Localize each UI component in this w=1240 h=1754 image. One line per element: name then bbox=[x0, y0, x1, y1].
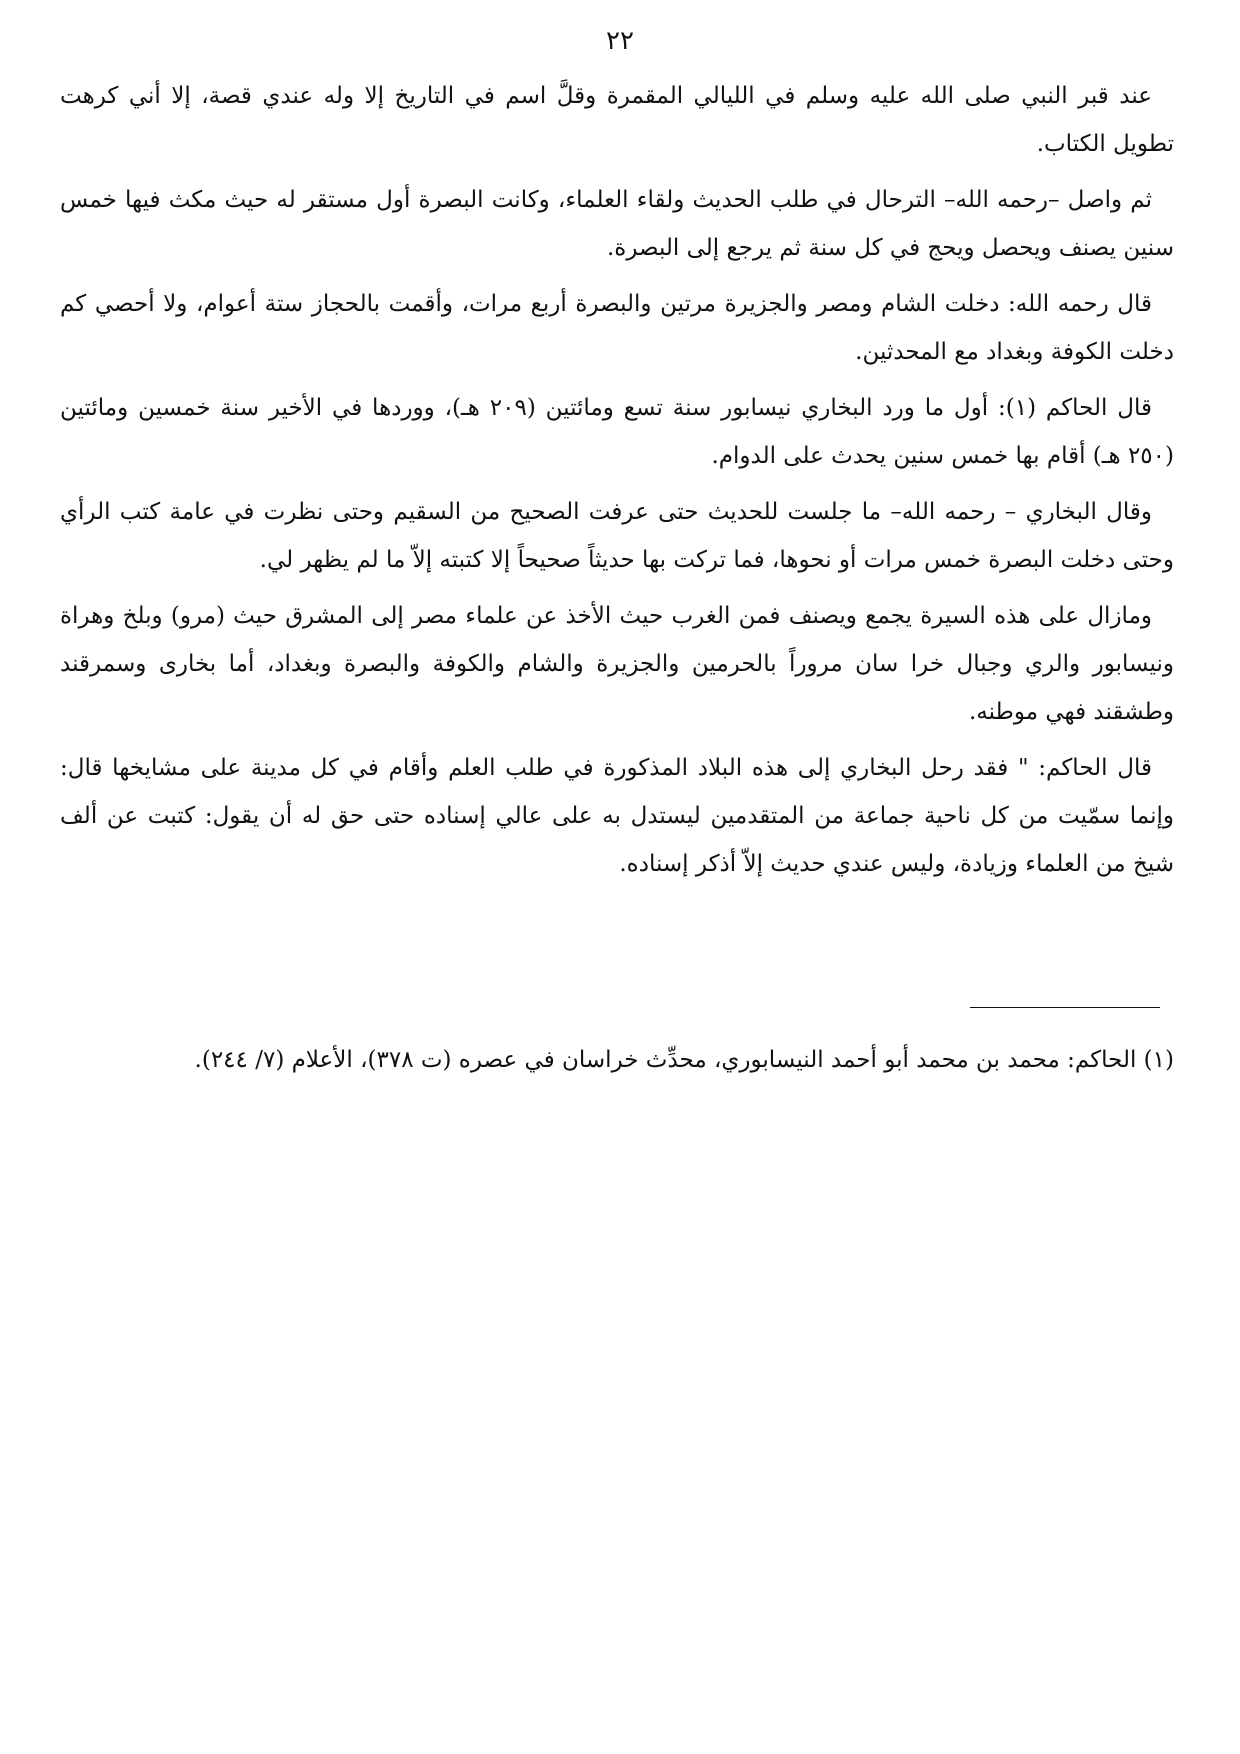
footnote-divider bbox=[970, 1007, 1160, 1008]
page-number: ٢٢ bbox=[606, 26, 634, 56]
paragraph: وقال البخاري – رحمه الله– ما جلست للحديث حتى عرفت الصحيح من السقيم وحتى نظرت في عامة كتب الرأي وحتى دخلت البصرة خمس مرات أو نحوها، فما تركت بها حديثاً صحيحاً إلا كتبته إلاّ ما لم يظهر لي. bbox=[60, 499, 1174, 573]
paragraph: قال الحاكم: " فقد رحل البخاري إلى هذه البلاد المذكورة في طلب العلم وأقام في كل مدينة على مشايخها قال: وإنما سمّيت من كل ناحية جماعة من المتقدمين ليستدل به على عالي إسناده حتى حق له أن يقول: كتبت عن ألف شيخ من العلماء وزيادة، وليس عندي حديث إلاّ أذكر إسناده. bbox=[60, 755, 1174, 877]
paragraph: ثم واصل –رحمه الله– الترحال في طلب الحديث ولقاء العلماء، وكانت البصرة أول مستقر له حيث مكث فيها خمس سنين يصنف ويحصل ويحج في كل سنة ثم يرجع إلى البصرة. bbox=[60, 187, 1174, 261]
paragraph: قال رحمه الله: دخلت الشام ومصر والجزيرة مرتين والبصرة أربع مرات، وأقمت بالحجاز ستة أعوام، ولا أحصي كم دخلت الكوفة وبغداد مع المحدثين. bbox=[60, 291, 1174, 365]
body-text bbox=[60, 72, 1174, 896]
paragraph: قال الحاكم (١): أول ما ورد البخاري نيسابور سنة تسع ومائتين (٢٠٩ هـ)، ووردها في الأخير سنة خمسين ومائتين (٢٥٠ هـ) أقام بها خمس سنين يحدث على الدوام. bbox=[60, 395, 1174, 469]
paragraph: ومازال على هذه السيرة يجمع ويصنف فمن الغرب حيث الأخذ عن علماء مصر إلى المشرق حيث (مرو) وبلخ وهراة ونيسابور والري وجبال خرا سان مروراً بالحرمين والجزيرة والشام والكوفة والبصرة وبغداد، أما بخارى وسمرقند وطشقند فهي موطنه. bbox=[60, 603, 1174, 725]
paragraph: عند قبر النبي صلى الله عليه وسلم في الليالي المقمرة وقلَّ اسم في التاريخ إلا وله عندي قصة، إلا أني كرهت تطويل الكتاب. bbox=[60, 83, 1174, 157]
footnote: (١) الحاكم: محمد بن محمد أبو أحمد النيسابوري، محدِّث خراسان في عصره (ت ٣٧٨)، الأعلام (٧/ ٢٤٤). bbox=[194, 1047, 1174, 1073]
